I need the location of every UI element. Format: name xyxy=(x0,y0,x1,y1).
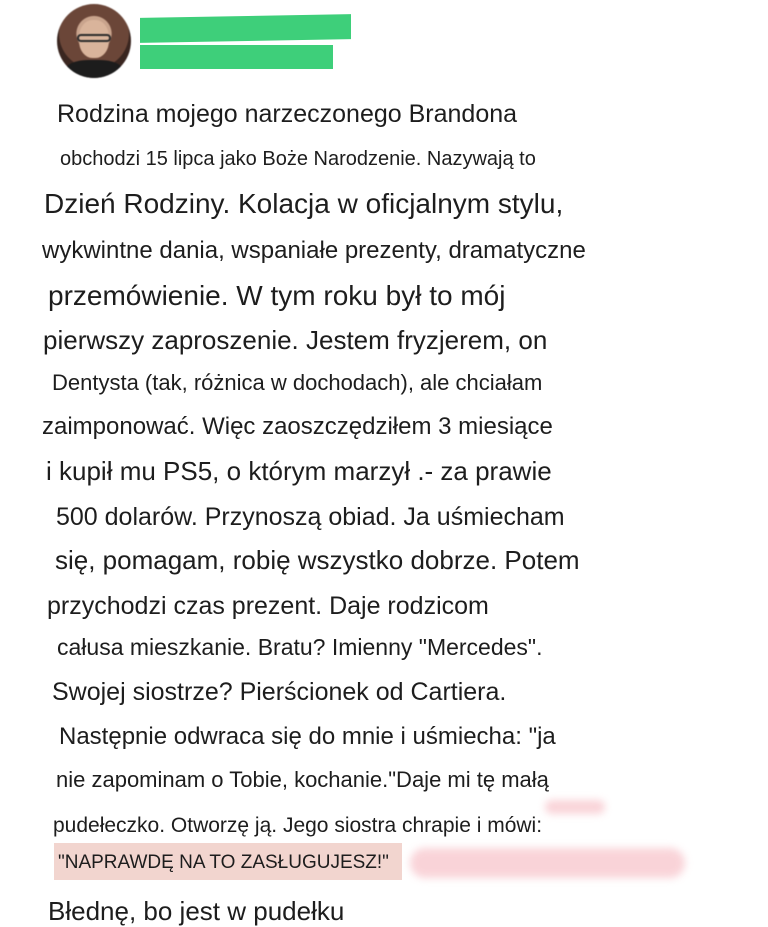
text-line: Następnie odwraca się do mnie i uśmiecha: "ja xyxy=(59,723,556,750)
pink-blur-right xyxy=(410,848,685,878)
text-line: przemówienie. W tym roku był to mój xyxy=(48,280,506,311)
pink-blur-left xyxy=(545,800,605,814)
text-line: zaimponować. Więc zaoszczędziłem 3 miesiące xyxy=(42,413,553,440)
text-line: Dentysta (tak, różnica w dochodach), ale chciałam xyxy=(52,370,543,395)
text-line: nie zapominam o Tobie, kochanie."Daje mi tę małą xyxy=(56,767,549,792)
text-line: przychodzi czas prezent. Daje rodzicom xyxy=(47,592,489,620)
text-line: Swojej siostrze? Pierścionek od Cartiera. xyxy=(52,678,507,706)
text-line: Rodzina mojego narzeczonego Brandona xyxy=(57,100,518,128)
text-line: obchodzi 15 lipca jako Boże Narodzenie. Nazywają to xyxy=(60,148,536,170)
text-line: całusa mieszkanie. Bratu? Imienny "Mercedes". xyxy=(57,634,543,660)
text-line: pierwszy zaproszenie. Jestem fryzjerem, on xyxy=(43,325,548,355)
text-line: się, pomagam, robię wszystko dobrze. Potem xyxy=(55,545,580,575)
text-line: pudełeczko. Otworzę ją. Jego siostra chrapie i mówi: xyxy=(53,814,543,837)
text-line: Dzień Rodziny. Kolacja w oficjalnym stylu, xyxy=(44,188,564,219)
redacted-handle xyxy=(140,45,333,69)
cut-off-line: Błednę, bo jest w pudełku xyxy=(48,896,345,926)
avatar[interactable] xyxy=(57,4,131,78)
redacted-username xyxy=(140,14,351,43)
highlight-quote: "NAPRAWDĘ NA TO ZASŁUGUJESZ!" xyxy=(58,852,389,873)
text-line: i kupił mu PS5, o którym marzył .- za prawie xyxy=(46,456,552,486)
post-header xyxy=(0,0,768,90)
text-line: 500 dolarów. Przynoszą obiad. Ja uśmiecham xyxy=(56,503,565,531)
avatar-glasses xyxy=(77,34,111,42)
text-line: wykwintne dania, wspaniałe prezenty, dramatyczne xyxy=(42,237,586,264)
avatar-shirt xyxy=(65,60,123,78)
